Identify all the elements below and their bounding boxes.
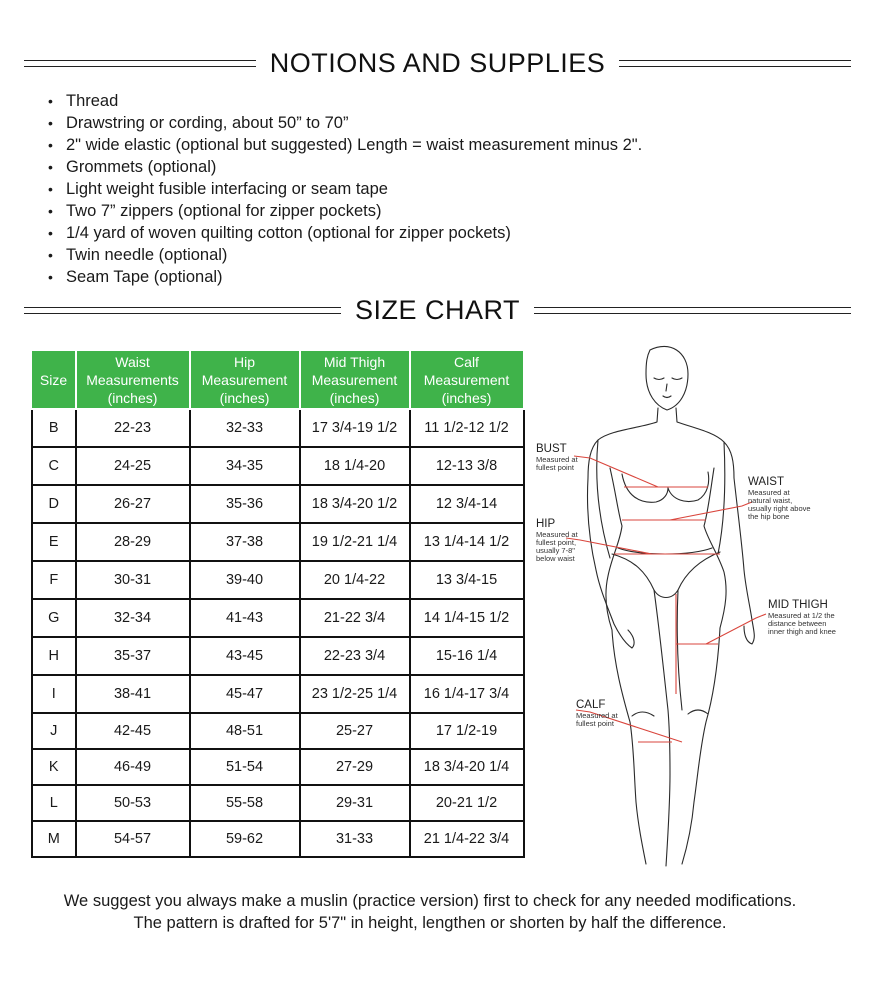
cell-calf: 15-16 1/4 — [410, 637, 524, 675]
cell-size: I — [32, 675, 76, 713]
notions-title: NOTIONS AND SUPPLIES — [269, 47, 606, 78]
cell-waist: 42-45 — [76, 713, 190, 749]
size-chart-heading — [24, 290, 851, 330]
bust-note: fullest point — [536, 463, 574, 472]
torso-right — [704, 468, 726, 628]
waist-label: WAIST — [748, 476, 784, 488]
cell-thigh: 17 3/4-19 1/2 — [300, 409, 410, 447]
cell-calf: 16 1/4-17 3/4 — [410, 675, 524, 713]
cell-hip: 34-35 — [190, 447, 300, 485]
waist-note: natural waist, — [748, 496, 793, 505]
notions-heading — [24, 43, 851, 83]
cell-waist: 54-57 — [76, 821, 190, 857]
table-row — [32, 447, 524, 485]
header-line: (inches) — [219, 389, 270, 406]
cell-hip: 59-62 — [190, 821, 300, 857]
header-line: Measurement — [423, 371, 510, 388]
body-outline — [587, 346, 754, 866]
bust-leader — [574, 456, 658, 487]
measurement-figure — [530, 344, 860, 874]
cell-hip: 45-47 — [190, 675, 300, 713]
cell-size: C — [32, 447, 76, 485]
cell-size: M — [32, 821, 76, 857]
cell-thigh: 21-22 3/4 — [300, 599, 410, 637]
heading-rule-left — [24, 307, 341, 314]
waist-leader — [670, 502, 752, 520]
hip-note: Measured at — [536, 530, 578, 539]
table-row — [32, 561, 524, 599]
cell-calf: 11 1/2-12 1/2 — [410, 409, 524, 447]
bust-label-group — [536, 443, 579, 472]
left-leg — [612, 590, 670, 866]
heading-rule-left — [24, 60, 256, 67]
hip-note: below waist — [536, 554, 575, 563]
calf-label: CALF — [576, 699, 606, 711]
cell-hip: 55-58 — [190, 785, 300, 821]
cell-waist: 30-31 — [76, 561, 190, 599]
cell-thigh: 29-31 — [300, 785, 410, 821]
supply-list — [48, 90, 642, 288]
muslin-note: We suggest you always make a muslin (practice version) first to check for any needed modifications. The pattern is drafted for 5'7" in height, lengthen or shorten by half the difference. — [63, 892, 797, 932]
cell-hip: 35-36 — [190, 485, 300, 523]
supply-item: • 2" wide elastic (optional but suggested) Length = waist measurement minus 2". — [48, 134, 642, 156]
underwear-outline — [612, 548, 720, 598]
header-line: Measurement — [311, 371, 398, 388]
size-chart-title: SIZE CHART — [354, 294, 521, 325]
face-features — [654, 378, 682, 398]
cell-calf: 12-13 3/8 — [410, 447, 524, 485]
cell-size: K — [32, 749, 76, 785]
header-mid-thigh — [300, 350, 410, 409]
cell-size: D — [32, 485, 76, 523]
cell-thigh: 20 1/4-22 — [300, 561, 410, 599]
cell-waist: 22-23 — [76, 409, 190, 447]
hip-label: HIP — [536, 518, 556, 530]
hip-leader — [566, 538, 652, 554]
cell-hip: 32-33 — [190, 409, 300, 447]
header-calf — [410, 350, 524, 409]
hip-note: usually 7-8" — [536, 546, 575, 555]
cell-calf: 21 1/4-22 3/4 — [410, 821, 524, 857]
table-row — [32, 637, 524, 675]
cell-hip: 43-45 — [190, 637, 300, 675]
table-row — [32, 409, 524, 447]
hip-note: fullest point, — [536, 538, 577, 547]
cell-calf: 13 3/4-15 — [410, 561, 524, 599]
header-line: Measurements — [86, 371, 179, 388]
header-line: Waist — [115, 353, 150, 370]
cell-thigh: 27-29 — [300, 749, 410, 785]
heading-rule-right — [534, 307, 851, 314]
cell-waist: 38-41 — [76, 675, 190, 713]
cell-calf: 14 1/4-15 1/2 — [410, 599, 524, 637]
table-row — [32, 485, 524, 523]
cell-calf: 13 1/4-14 1/2 — [410, 523, 524, 561]
waist-note: Measured at — [748, 488, 790, 497]
cell-waist: 32-34 — [76, 599, 190, 637]
header-line: Hip — [233, 353, 255, 370]
header-size — [32, 350, 76, 409]
supply-item: • Seam Tape (optional) — [48, 266, 642, 288]
cell-thigh: 25-27 — [300, 713, 410, 749]
header-line: (inches) — [107, 389, 158, 406]
cell-waist: 26-27 — [76, 485, 190, 523]
cell-calf: 17 1/2-19 — [410, 713, 524, 749]
cell-size: L — [32, 785, 76, 821]
table-row — [32, 523, 524, 561]
supply-item: • 1/4 yard of woven quilting cotton (optional for zipper pockets) — [48, 222, 642, 244]
table-header-row — [32, 350, 524, 409]
supply-item: • Drawstring or cording, about 50” to 70” — [48, 112, 642, 134]
right-leg — [677, 590, 720, 864]
cell-calf: 12 3/4-14 — [410, 485, 524, 523]
waist-note: usually right above — [748, 504, 811, 513]
calf-label-group — [576, 699, 619, 728]
cell-calf: 20-21 1/2 — [410, 785, 524, 821]
thigh-label: MID THIGH — [768, 599, 828, 611]
cell-size: B — [32, 409, 76, 447]
cell-thigh: 22-23 3/4 — [300, 637, 410, 675]
cell-hip: 37-38 — [190, 523, 300, 561]
cell-hip: 41-43 — [190, 599, 300, 637]
supply-item: • Twin needle (optional) — [48, 244, 642, 266]
table-row — [32, 821, 524, 857]
header-line: (inches) — [441, 389, 492, 406]
thigh-note: distance between — [768, 619, 827, 628]
cell-waist: 35-37 — [76, 637, 190, 675]
thigh-leader — [706, 614, 766, 644]
thigh-label-group — [768, 599, 836, 636]
supply-item: • Thread — [48, 90, 642, 112]
cell-waist: 46-49 — [76, 749, 190, 785]
header-line: (inches) — [329, 389, 380, 406]
header-line: Calf — [454, 353, 479, 370]
cell-waist: 50-53 — [76, 785, 190, 821]
bust-label: BUST — [536, 443, 567, 455]
cell-waist: 24-25 — [76, 447, 190, 485]
cell-size: G — [32, 599, 76, 637]
header-hip — [190, 350, 300, 409]
cell-waist: 28-29 — [76, 523, 190, 561]
calf-note: fullest point — [576, 719, 614, 728]
supply-item: • Two 7” zippers (optional for zipper pockets) — [48, 200, 642, 222]
bust-note: Measured at — [536, 455, 578, 464]
cell-calf: 18 3/4-20 1/4 — [410, 749, 524, 785]
cell-size: H — [32, 637, 76, 675]
thigh-note: Measured at 1/2 the — [768, 611, 835, 620]
cell-hip: 39-40 — [190, 561, 300, 599]
waist-label-group — [748, 476, 811, 521]
knee-marks — [632, 710, 708, 716]
cell-size: F — [32, 561, 76, 599]
cell-size: E — [32, 523, 76, 561]
header-size-text: Size — [39, 371, 68, 388]
cell-hip: 51-54 — [190, 749, 300, 785]
supply-item: • Light weight fusible interfacing or seam tape — [48, 178, 642, 200]
cell-thigh: 31-33 — [300, 821, 410, 857]
table-row — [32, 599, 524, 637]
waist-note: the hip bone — [748, 512, 790, 521]
header-line: Measurement — [201, 371, 288, 388]
cell-thigh: 23 1/2-25 1/4 — [300, 675, 410, 713]
table-row — [32, 713, 524, 749]
cell-hip: 48-51 — [190, 713, 300, 749]
supply-item: • Grommets (optional) — [48, 156, 642, 178]
size-table — [31, 349, 525, 858]
table-row — [32, 785, 524, 821]
cell-thigh: 19 1/2-21 1/4 — [300, 523, 410, 561]
header-waist — [76, 350, 190, 409]
calf-note: Measured at — [576, 711, 618, 720]
thigh-note: inner thigh and knee — [768, 627, 836, 636]
table-row — [32, 675, 524, 713]
heading-rule-right — [619, 60, 851, 67]
cell-thigh: 18 1/4-20 — [300, 447, 410, 485]
cell-thigh: 18 3/4-20 1/2 — [300, 485, 410, 523]
hip-label-group — [536, 518, 579, 563]
cell-size: J — [32, 713, 76, 749]
header-line: Mid Thigh — [323, 353, 386, 370]
table-row — [32, 749, 524, 785]
